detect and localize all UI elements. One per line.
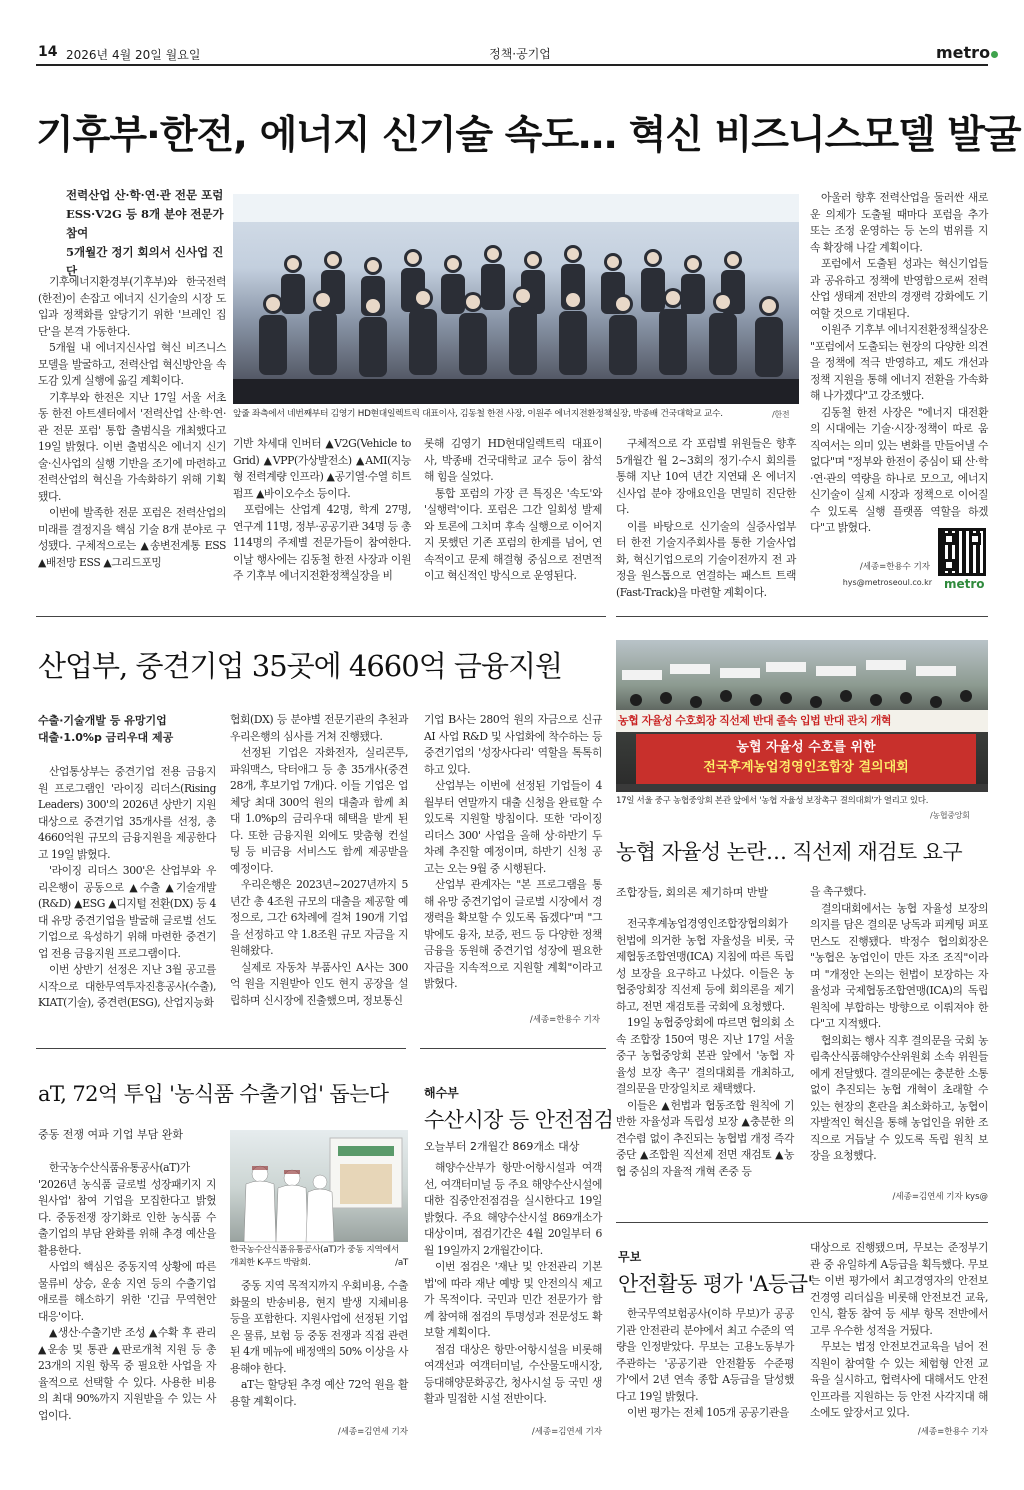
paragraph: 실제로 자동차 부품사인 A사는 300억 원을 지원받아 인도 현지 공장을 설립하며 신시장에 진출했으며, 정보통신 (230, 960, 408, 1007)
article1-col3 (424, 436, 602, 612)
paragraph: 김동철 한전 사장은 "에너지 대전환의 시대에는 기술·시장·정책이 따로 움직여서는 의미 있는 변화를 만들어낼 수 없다"며 "정부와 한전이 중심이 돼 산·학·연·관의 역량을 하나로 모으고, 에너지 신기술이 실제 시장과 정책으로 이어질 수 있도록 실행 플랫폼 역할을 하겠다"고 밝혔다. (810, 405, 988, 534)
paragraph: '라이징 리더스 300'은 산업부와 우리은행이 공동으로 ▲수출 ▲기술개발(R&D) ▲ESG ▲디지털 전환(DX) 등 4대 유망 중견기업을 발굴해 글로벌 선도기업으로 육성하기 위해 마련한 중견기업 전용 금융지원 프로그램이다. (38, 864, 216, 960)
paragraph: 기후부와 한전은 지난 17일 서울 서초동 한전 아트센터에서 '전력산업 산·학·연·관 전문 포럼' 통합 출범식을 개최했다고 19일 밝혔다. 이번 출범식은 에너지 신기술·신사업의 실행 기반을 조기에 마련하고 전력산업의 혁신을 가속화하기 위해 기획됐다. (38, 390, 226, 503)
section-divider (420, 1048, 606, 1049)
paragraph: 이를 바탕으로 신기술의 실증사업부터 한전 기술지주회사를 통한 기술사업화, 혁신기업으로의 기술이전까지 전 과정을 원스톱으로 연결하는 패스트 트랙(Fast-Track)을 마련할 계획이다. (616, 519, 796, 599)
paragraph: 이번 상반기 선정은 지난 3월 공고를 시작으로 대한무역투자진흥공사(수출), KIAT(기술), 중견련(ESG), 산업지능화 (38, 963, 216, 1009)
article6-col2 (810, 1240, 988, 1420)
article5-kicker: 해수부 (424, 1086, 459, 1100)
article1-col2 (233, 436, 411, 612)
paragraph: 협의회는 행사 직후 결의문을 국회 농림축산식품해양수산위원회 소속 위원들에게 전달했다. 결의문에는 충분한 소통 없이 추진되는 농협 개혁이 초래할 수 있는 현장의 혼란을 최소화하고, 농협이 자발적인 혁신을 통해 농업인을 위한 조직으로 거듭날 수 있도록 독립 원칙 보장을 요청했다. (810, 1033, 988, 1162)
section-title: 정책·공기업 (489, 47, 551, 61)
article5-byline: /세종=김연세 기자 (531, 1427, 602, 1437)
article2-byline: /세종=한용수 기자 (529, 1015, 600, 1025)
headline-2: 산업부, 중견기업 35곳에 4660억 금융지원 (38, 649, 562, 683)
protest-photo (616, 640, 988, 792)
section-divider (616, 1222, 988, 1223)
headline-6: 안전활동 평가 'A등급' (618, 1272, 813, 1296)
paragraph: 포럼에서 도출된 성과는 혁신기업들과 공유하고 정책에 반영함으로써 전력산업 생태계 전반의 경쟁력 강화에도 기여할 것으로 기대된다. (810, 257, 988, 320)
paragraph: 19일 농협중앙회에 따르면 협의회 소속 조합장 150여 명은 지난 17일 서울 중구 농협중앙회 본관 앞에서 '농협 자율성 보장 촉구' 결의대회를 개최하고, 결의문을 만장일치로 채택했다. (616, 1016, 794, 1095)
headline-5: 수산시장 등 안전점검 (424, 1108, 614, 1132)
photo4-caption (230, 1244, 408, 1270)
article6-kicker: 무보 (618, 1250, 642, 1264)
article4-subhead: 중동 전쟁 여파 기업 부담 완화 (38, 1128, 183, 1141)
banner-small-text: 농협 자율성 수호회장 직선제 반대 졸속 입법 반대 관치 개혁 (618, 714, 891, 727)
headline-3: 농협 자율성 논란… 직선제 재검토 요구 (616, 840, 963, 864)
expo-photo (230, 1130, 408, 1242)
banner-main-line2: 전국후계농업경영인조합장 결의대회 (703, 760, 909, 775)
paragraph: 산업부 관계자는 "본 프로그램을 통해 유망 중견기업이 글로벌 시장에서 경쟁력을 확보할 수 있도록 돕겠다"며 "그 밖에도 융자, 보증, 펀드 등 다양한 정책 금융을 동원해 중견기업 성장에 필요한 자금을 지속적으로 지원할 계획"이라고 밝혔다. (424, 878, 602, 990)
photo3-caption: 17일 서울 중구 농협중앙회 본관 앞에서 '농협 자율성 보장촉구 결의대회'가 열리고 있다. (616, 796, 929, 806)
metro-logo (936, 43, 998, 62)
photo4-caption-text: 한국농수산식품유통공사(aT)가 중동 지역에서 개최한 K-푸드 박람회. (230, 1245, 399, 1268)
article4-col2 (230, 1278, 408, 1410)
paragraph: 5개월 내 에너지신사업 혁신 비즈니스모델을 발굴하고, 전력산업 혁신방안을 속도감 있게 실행에 옮길 계획이다. (38, 341, 226, 387)
article5-subhead: 오늘부터 2개월간 869개소 대상 (424, 1140, 580, 1153)
subhead: ESS·V2G 등 8개 분야 전문가 참여 (66, 207, 224, 240)
paragraph: 이들은 ▲헌법과 협동조합 원칙에 기반한 자율성과 독립성 보장 ▲충분한 의견수렴 없이 추진되는 농협법 개정 즉각 중단 ▲조합원 직선제 전면 재검토 ▲농협 중심의 자율적 개혁 존중 등 (616, 1098, 794, 1178)
article4-byline: /세종=김연세 기자 (337, 1427, 408, 1437)
article3-subhead: 조합장들, 회의론 제기하며 반발 (616, 886, 769, 899)
subhead: 5개월간 정기 회의서 신사업 진단 (66, 245, 224, 278)
article1-byline: /세종=한용수 기자 (859, 562, 930, 572)
paragraph: 구체적으로 각 포럼별 위원들은 향후 5개월간 월 2~3회의 정기·수시 회의를 통해 지난 10여 년간 지연돼 온 에너지 신사업 분야 장애요인을 면밀히 진단한다. (616, 437, 796, 516)
page-number: 14 (38, 44, 58, 60)
paragraph: 한국농수산식품유통공사(aT)가 '2026년 농식품 글로벌 성장패키지 지원사업' 참여 기업을 모집한다고 밝혔다. 중동전쟁 장기화로 인한 농식품 수출기업의 부담 완화를 위해 추경 예산을 활용한다. (38, 1161, 216, 1257)
article6-col1 (616, 1306, 794, 1436)
article4-col1 (38, 1160, 216, 1422)
subhead: 대출·1.0%p 금리우대 제공 (38, 731, 174, 744)
article3-col2 (810, 884, 988, 1186)
paragraph: 기후에너지환경부(기후부)와 한국전력(한전)이 손잡고 에너지 신기술의 시장 도입과 정책화를 앞당기기 위한 '브레인 집단'을 본격 가동한다. (38, 275, 226, 338)
photo1-caption: 앞줄 좌측에서 네번째부터 김영기 HD현대일렉트릭 대표이사, 김동철 한전 사장, 이원주 에너지전환정책실장, 박종배 건국대학교 교수. (233, 409, 723, 419)
paragraph: aT는 할당된 추경 예산 72억 원을 활용할 계획이다. (230, 1378, 408, 1408)
paragraph: 결의대회에서는 농협 자율성 보장의 의지를 담은 결의문 낭독과 피케팅 퍼포먼스도 진행됐다. 박정수 협의회장은 "농협은 농업인이 만든 자조 조직"이라며 "개정안 논의는 헌법이 보장하는 자율성과 국제협동조합연맹(ICA)의 독립 원칙에 부합하는 방향으로 이뤄져야 한다"고 지적했다. (810, 901, 988, 1030)
article6-byline: /세종=한용수 기자 (917, 1427, 988, 1437)
section-divider (36, 1048, 406, 1049)
paragraph: 전국후계농업경영인조합장협의회가 헌법에 의거한 농협 자율성을 비롯, 국제협동조합연맹(ICA) 지침에 따른 독립성 보장을 요구하고 나섰다. 이들은 농협중앙회장 직선제 등에 회의론을 제기하고, 전면 재검토를 국회에 요청했다. (616, 917, 794, 1013)
headline-1: 기후부·한전, 에너지 신기술 속도… 혁신 비즈니스모델 발굴 (36, 113, 1021, 158)
paragraph: 산업통상부는 중견기업 전용 금융지원 프로그램인 '라이징 리더스(Rising Leaders) 300'의 2026년 상반기 지원 대상으로 중견기업 35개사를 선정, 총 4660억원 규모의 금융지원을 제공한다고 19일 밝혔다. (38, 765, 216, 861)
article1-email: hys@metroseoul.co.kr (842, 578, 932, 587)
article3-byline: /세종=김연세 기자 kys@ (892, 1192, 988, 1202)
paragraph: 을 촉구했다. (810, 885, 867, 898)
paragraph: 이원주 기후부 에너지전환정책실장은 "포럼에서 도출되는 현장의 다양한 의견을 정책에 적극 반영하고, 제도 개선과 정책 지원을 통해 에너지 전환을 가속화해 나가겠다"고 강조했다. (810, 323, 988, 402)
paragraph: 통합 포럼의 가장 큰 특징은 '속도'와 '실행력'이다. 포럼은 그간 일회성 발제와 토론에 그치며 후속 실행으로 이어지지 못했던 기존 포럼의 한계를 넘어, 연속적이고 문제 해결형 중심으로 전면적이고 혁신적인 방식으로 운영된다. (424, 486, 602, 582)
banner-main-line1: 농협 자율성 수호를 위한 (736, 740, 876, 755)
photo1-credit: /한전 (772, 410, 790, 419)
photo4-credit: /aT (395, 1258, 408, 1268)
paragraph: 기반 차세대 인버터 ▲V2G(Vehicle to Grid) ▲VPP(가상발전소) ▲AMI(지능형 전력계량 인프라) ▲공기열·수열 히트펌프 ▲바이오수소 등이다. (233, 437, 411, 500)
article2-col2 (230, 712, 408, 1030)
expo-illustration (230, 1130, 408, 1242)
paragraph: 포럼에는 산업계 42명, 학계 27명, 연구계 11명, 정부·공공기관 34명 등 총 114명의 주제별 전문가들이 참여한다. 이날 행사에는 김동철 한전 사장과 이원주 기후부 에너지전환정책실장을 비 (233, 503, 411, 582)
paragraph: 이번 점검은 '재난 및 안전관리 기본법'에 따라 재난 예방 및 안전의식 제고가 목적이다. 국민과 민간 전문가가 함께 참여해 점검의 투명성과 전문성도 확보할 계획이다. (424, 1260, 602, 1339)
paragraph: 우리은행은 2023년~2027년까지 5년간 총 4조원 규모의 대출을 제공할 예정으로, 그간 6차례에 걸쳐 190개 기업을 선정하고 약 1.8조원 규모 자금을 지원해왔다. (230, 878, 408, 957)
subhead: 전력산업 산·학·연·관 전문 포럼 (66, 188, 224, 202)
issue-date: 2026년 4월 20일 월요일 (66, 48, 201, 62)
article1-col5 (810, 190, 988, 574)
article2-col3 (424, 712, 602, 1006)
paragraph: 한국무역보험공사(이하 무보)가 공공기관 안전관리 분야에서 최고 수준의 역량을 인정받았다. 무보는 고용노동부가 주관하는 '공공기관 안전활동 수준평가'에서 2년 연속 종합 A등급을 달성했다고 19일 밝혔다. (616, 1307, 794, 1403)
subhead: 수출·기술개발 등 유망기업 (38, 714, 167, 727)
metro-logo-text: metro (936, 43, 991, 62)
group-photo-illustration (233, 194, 799, 404)
article1-col4 (616, 436, 796, 612)
article2-subheads (38, 712, 218, 746)
paragraph: 이번 평가는 전체 105개 공공기관을 (627, 1406, 789, 1419)
article2-col1 (38, 764, 216, 1028)
article1-subheads (66, 186, 226, 281)
section-divider (616, 616, 988, 617)
photo3-credit: /농협중앙회 (930, 811, 970, 820)
paragraph: 무보는 법정 안전보건교육을 넘어 전 직원이 참여할 수 있는 체험형 안전 교육을 실시하고, 협력사에 대해서도 안전 인프라를 지원하는 등 안전 사각지대 해소에도 앞장서고 있다. (810, 1340, 988, 1419)
paragraph: 점검 대상은 항만·어항시설을 비롯해 여객선과 여객터미널, 수산물도매시장, 등대해양문화공간, 청사시설 등 국민 생활과 밀접한 시설 전반이다. (424, 1342, 602, 1405)
article5-col (424, 1160, 602, 1418)
paragraph: 산업부는 이번에 선정된 기업들이 4월부터 연말까지 대출 신청을 완료할 수 있도록 지원할 방침이다. 또한 '라이징 리더스 300' 사업을 올해 상·하반기 두 차례 추진할 예정이며, 하반기 신청 공고는 오는 9월 중 시행된다. (424, 779, 602, 875)
section-divider (36, 616, 606, 617)
article1-col1 (38, 274, 226, 610)
metro-small-logo-text: metro (944, 577, 985, 591)
paragraph: 아울러 향후 전력산업을 둘러싼 새로운 의제가 도출될 때마다 포럼을 추가 또는 조정 운영하는 등 논의 범위를 지속 확장해 나갈 계획이다. (810, 191, 988, 254)
paragraph: 기업 B사는 280억 원의 자금으로 신규 AI 사업 R&D 및 사업화에 착수하는 등 중견기업의 '성장사다리' 역할을 톡톡히 하고 있다. (424, 713, 602, 776)
qr-code[interactable] (938, 528, 986, 576)
headline-4: aT, 72억 투입 '농식품 수출기업' 돕는다 (38, 1082, 389, 1106)
paragraph: 이번에 발족한 전문 포럼은 전력산업의 미래를 결정지을 핵심 기술 8개 분야로 구성됐다. 구체적으로는 ▲송변전계통 ESS ▲배전망 ESS ▲그리드포밍 (38, 506, 226, 569)
paragraph: 사업의 핵심은 중동지역 상황에 따른 물류비 상승, 운송 지연 등의 수출기업 애로를 해소하기 위한 '긴급 무역현안 대응'이다. (38, 1260, 216, 1323)
paragraph: 선정된 기업은 자화전자, 실리콘투, 파워맥스, 닥터애그 등 총 35개사(중견 28개, 후보기업 7개)다. 이들 기업은 업체당 최대 300억 원의 대출과 함께 최대 1.0%p의 금리우대 혜택을 받게 된다. 또한 금융지원 외에도 맞춤형 컨설팅 등 비금융 서비스도 함께 제공받을 예정이다. (230, 746, 408, 875)
metro-small-logo (944, 577, 985, 591)
paragraph: 협회(DX) 등 분야별 전문기관의 추천과 우리은행의 심사를 거쳐 진행됐다. (230, 713, 408, 743)
forum-group-photo (233, 194, 799, 404)
paragraph: ▲생산·수출기반 조성 ▲수확 후 관리 ▲운송 및 통관 ▲판로개척 지원 등 총 23개의 지원 항목 중 필요한 사업을 자율적으로 선택할 수 있다. 사용한 비용의 최대 90%까지 지원받을 수 있는 사업이다. (38, 1326, 216, 1422)
paragraph: 롯해 김영기 HD현대일렉트릭 대표이사, 박종배 건국대학교 교수 등이 참석해 힘을 실었다. (424, 437, 602, 483)
paragraph: 해양수산부가 항만·어항시설과 여객선, 여객터미널 등 주요 해양수산시설에 대한 집중안전점검을 실시한다고 19일 밝혔다. 주요 해양수산시설 869개소가 대상이며, 점검기간은 4월 20일부터 6월 19일까지 2개월간이다. (424, 1161, 602, 1257)
header-rule (36, 64, 988, 66)
paragraph: 중동 지역 목적지까지 우회비용, 수출 화물의 반송비용, 현지 발생 지체비용 등을 포함한다. 지원사업에 선정된 기업은 물류, 보험 등 중동 전쟁과 직접 관련된 4개 메뉴에 배정액의 50% 이상을 사용해야 한다. (230, 1279, 408, 1375)
paragraph: 대상으로 진행됐으며, 무보는 준정부기관 중 유일하게 A등급을 획득했다. 무보는 이번 평가에서 최고경영자의 안전보건경영 리더십을 비롯해 안전보건 교육, 인식, 활동 참여 등 세부 항목 전반에서 고루 우수한 성적을 거뒀다. (810, 1241, 988, 1337)
article3-col1 (616, 916, 794, 1208)
